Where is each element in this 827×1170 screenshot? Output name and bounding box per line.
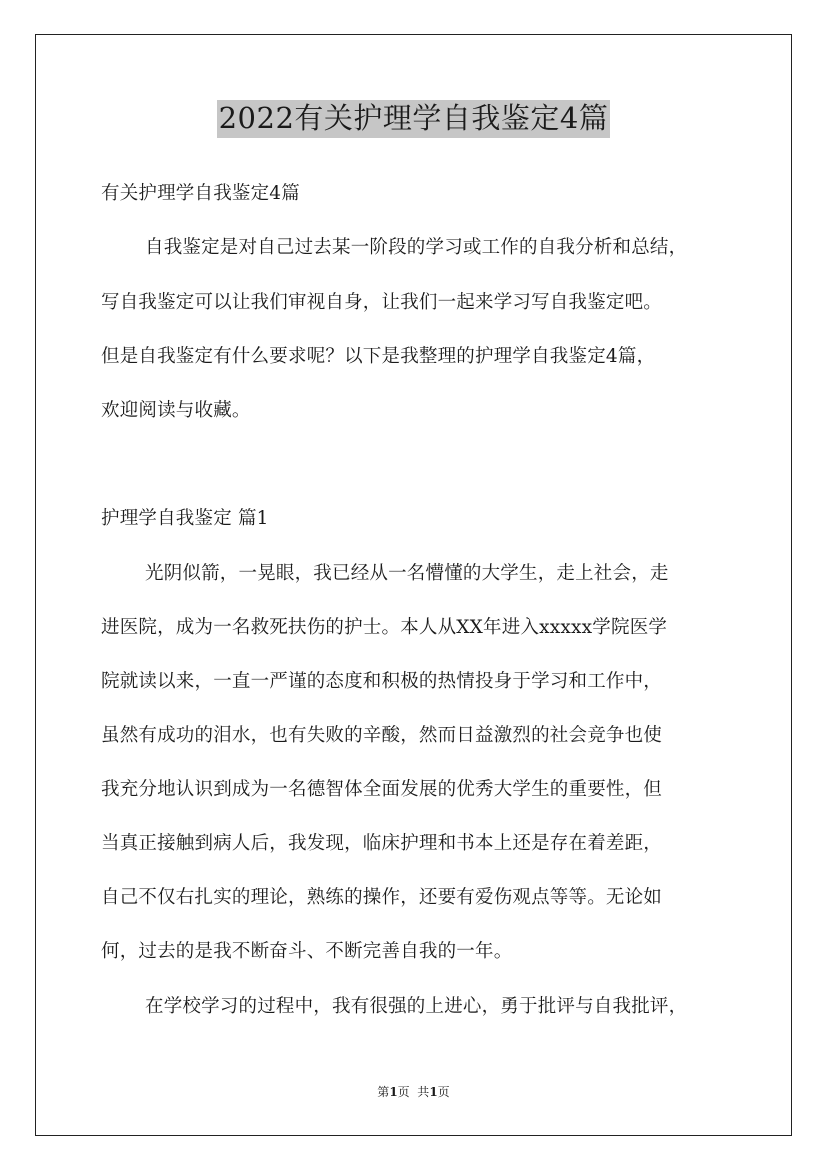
document-title-text: 2022有关护理学自我鉴定4篇 [217,100,611,138]
body-line-4: 虽然有成功的泪水，也有失败的辛酸，然而日益激烈的社会竞争也使 [101,725,663,746]
body-line-8: 何，过去的是我不断奋斗、不断完善自我的一年。 [101,941,513,962]
body-line-3: 院就读以来，一直一严谨的态度和积极的热情投身于学习和工作中， [101,671,663,692]
document-title [0,100,827,138]
document-subtitle: 有关护理学自我鉴定4篇 [101,183,300,204]
body-line-9: 在学校学习的过程中，我有很强的上进心，勇于批评与自我批评， [145,996,688,1017]
body-line-6: 当真正接触到病人后，我发现，临床护理和书本上还是存在着差距， [101,833,663,854]
intro-line-4: 欢迎阅读与收藏。 [101,400,251,421]
page-footer [0,1083,827,1100]
body-line-7: 自己不仅右扎实的理论，熟练的操作，还要有爱伤观点等等。无论如 [101,887,663,908]
body-line-2: 进医院，成为一名救死扶伤的护士。本人从XX年进入xxxxx学院医学 [101,617,668,638]
footer-total-pages: 1 [429,1085,438,1099]
footer-prefix: 第 [377,1085,390,1099]
footer-page-number: 1 [389,1085,398,1099]
section-heading: 护理学自我鉴定 篇1 [101,508,269,529]
intro-line-3: 但是自我鉴定有什么要求呢？以下是我整理的护理学自我鉴定4篇， [101,346,656,367]
intro-line-2: 写自我鉴定可以让我们审视自身，让我们一起来学习写自我鉴定吧。 [101,292,663,313]
body-line-1: 光阴似箭，一晃眼，我已经从一名懵懂的大学生，走上社会，走 [145,563,669,584]
footer-mid: 页 共 [397,1085,430,1099]
body-line-5: 我充分地认识到成为一名德智体全面发展的优秀大学生的重要性，但 [101,779,663,800]
intro-line-1: 自我鉴定是对自己过去某一阶段的学习或工作的自我分析和总结， [145,237,688,258]
footer-suffix: 页 [437,1085,450,1099]
